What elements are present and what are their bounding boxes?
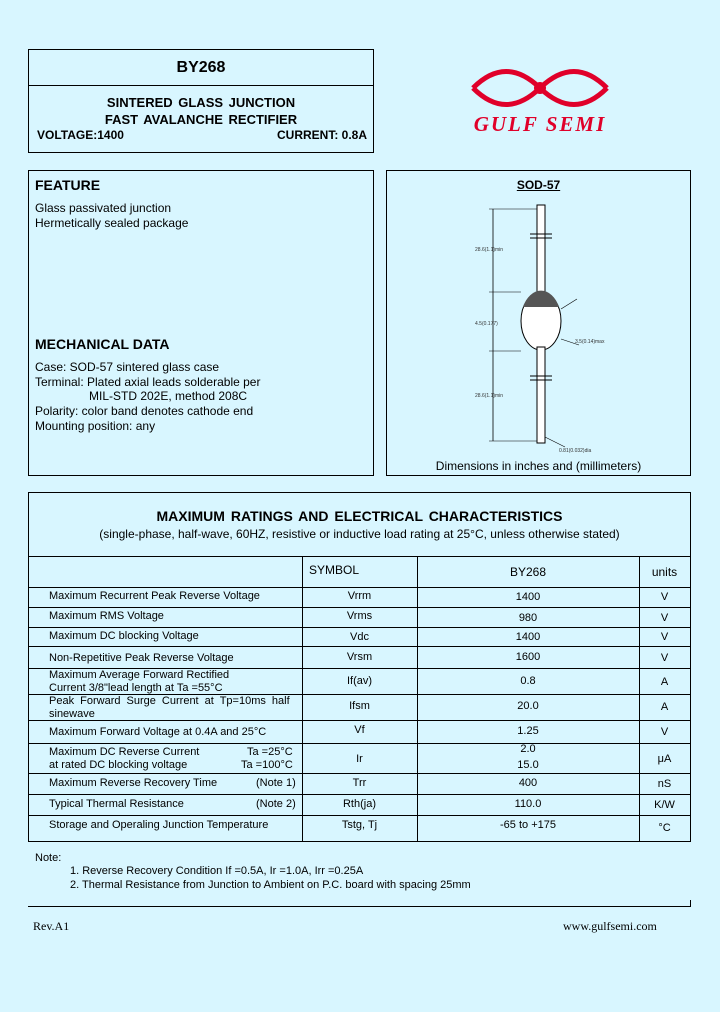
logo-text: GULF SEMI <box>473 112 607 136</box>
row-unit: K/W <box>654 799 675 811</box>
footer-rule-end <box>690 900 691 907</box>
title-line1: SINTERED GLASS JUNCTION <box>106 95 296 110</box>
table-rule-row-6 <box>29 720 690 721</box>
row-condition: Ta =25°C <box>247 746 293 758</box>
notes-label: Note: <box>35 852 62 864</box>
ratings-subtitle: (single-phase, half-wave, 60HZ, resistive or inductive load rating at 25°C, unless otherwise stated) <box>99 527 620 541</box>
footer-website[interactable]: www.gulfsemi.com <box>563 919 657 933</box>
mechanical-line-2: Terminal: Plated axial leads solderable per <box>35 375 261 389</box>
row-condition: (Note 1) <box>256 777 296 789</box>
voltage-rating: VOLTAGE:1400 <box>37 128 124 142</box>
dim-label-upper-lead: 28.6(1.1)min <box>475 247 504 253</box>
ratings-box <box>28 492 691 842</box>
table-rule-header-bottom <box>29 587 690 588</box>
package-title: SOD-57 <box>516 178 561 192</box>
title-line2: FAST AVALANCHE RECTIFIER <box>104 112 298 127</box>
mechanical-line-1: Case: SOD-57 sintered glass case <box>35 360 220 374</box>
col-header-units: units <box>651 565 678 579</box>
note-1: 1. Reverse Recovery Condition If =0.5A, Ir =1.0A, Irr =0.25A <box>70 865 364 877</box>
row-unit: μA <box>657 753 672 765</box>
row-param: Maximum Average Forward Rectified <box>49 669 230 681</box>
row-param: Maximum RMS Voltage <box>49 610 164 622</box>
header-box <box>28 49 374 153</box>
part-number: BY268 <box>176 59 226 76</box>
row-value: 2.0 <box>520 743 536 755</box>
row-param: Maximum DC Reverse Current <box>49 746 200 758</box>
row-unit: A <box>660 701 669 713</box>
col-header-part: BY268 <box>509 565 547 579</box>
row-unit: nS <box>657 778 672 790</box>
row-value: 20.0 <box>517 700 539 712</box>
row-param: Non-Repetitive Peak Reverse Voltage <box>49 652 234 664</box>
dim-label-lead-diameter: 0.81(0.032)dia <box>559 448 592 454</box>
table-rule-row-8 <box>29 773 690 774</box>
row-param: Storage and Operaling Junction Temperature <box>49 819 269 831</box>
row-symbol: Vrms <box>346 610 373 622</box>
gulf-semi-logo <box>455 60 625 140</box>
ratings-title: MAXIMUM RATINGS AND ELECTRICAL CHARACTERISTICS <box>156 508 563 524</box>
row-symbol: Rth(ja) <box>342 798 376 810</box>
sod57-drawing <box>387 171 690 461</box>
row-value: 1400 <box>515 631 541 643</box>
note-2: 2. Thermal Resistance from Junction to Ambient on P.C. board with spacing 25mm <box>70 879 471 891</box>
row-value: 980 <box>518 612 538 624</box>
row-value: 1400 <box>515 591 541 603</box>
row-symbol: Ifsm <box>349 700 370 712</box>
footer-revision: Rev.A1 <box>33 919 70 933</box>
row-symbol: Trr <box>352 777 367 789</box>
row-param: Maximum Reverse Recovery Time <box>49 777 218 789</box>
mechanical-line-4: Polarity: color band denotes cathode end <box>35 404 254 418</box>
row-condition-2: Ta =100°C <box>241 759 293 771</box>
row-symbol: Vrsm <box>346 651 373 663</box>
row-condition: (Note 2) <box>256 798 296 810</box>
package-diagram-box <box>386 170 691 476</box>
col-header-symbol: SYMBOL <box>309 563 360 577</box>
row-param: Maximum Recurrent Peak Reverse Voltage <box>49 590 260 602</box>
mechanical-line-5: Mounting position: any <box>35 419 156 433</box>
row-unit: V <box>660 652 669 664</box>
row-unit: A <box>660 676 669 688</box>
row-value: 110.0 <box>514 798 542 810</box>
row-value: 1.25 <box>517 725 539 737</box>
row-value: 400 <box>518 777 538 789</box>
row-unit: V <box>660 612 669 624</box>
mechanical-line-3: MIL-STD 202E, method 208C <box>89 389 248 403</box>
row-symbol: Vf <box>354 724 365 736</box>
row-unit: °C <box>658 822 671 834</box>
diagram-caption: Dimensions in inches and (millimeters) <box>435 459 642 473</box>
mechanical-heading: MECHANICAL DATA <box>35 336 170 352</box>
current-rating: CURRENT: 0.8A <box>276 128 367 142</box>
row-value: 0.8 <box>520 675 536 687</box>
row-symbol: Vdc <box>350 631 369 643</box>
feature-box <box>28 170 374 476</box>
table-rule-row-1 <box>29 607 690 608</box>
dim-label-lower-lead: 28.6(1.1)min <box>475 393 504 399</box>
row-param-line2: sinewave <box>49 708 95 720</box>
row-param: Maximum Forward Voltage at 0.4A and 25°C <box>49 726 267 738</box>
dim-label-body-length: 4.5(0.177) <box>475 321 498 327</box>
table-rule-row-10 <box>29 815 690 816</box>
table-rule-header-top <box>29 556 690 557</box>
row-param: Maximum DC blocking Voltage <box>49 630 199 642</box>
table-rule-row-9 <box>29 794 690 795</box>
row-param-line2: Current 3/8"lead length at Ta =55°C <box>49 682 223 694</box>
row-param-line2: at rated DC blocking voltage <box>49 759 188 771</box>
row-symbol: Tstg, Tj <box>341 819 378 831</box>
row-unit: V <box>660 591 669 603</box>
feature-item-1: Glass passivated junction <box>35 201 172 215</box>
table-rule-row-2 <box>29 627 690 628</box>
feature-item-2: Hermetically sealed package <box>35 216 189 230</box>
header-divider <box>29 85 373 86</box>
table-rule-row-3 <box>29 646 690 647</box>
row-unit: V <box>660 631 669 643</box>
row-symbol: Ir <box>356 753 363 765</box>
row-value-2: 15.0 <box>517 759 539 771</box>
footer-rule <box>28 906 691 907</box>
row-symbol: If(av) <box>346 675 373 687</box>
row-param: Peak Forward Surge Current at Tp=10ms half <box>49 695 290 707</box>
row-symbol: Vrrm <box>347 590 372 602</box>
dim-label-body-diameter: 3.5(0.14)max <box>575 339 605 345</box>
row-param: Typical Thermal Resistance <box>49 798 184 810</box>
row-value: -65 to +175 <box>500 819 556 831</box>
feature-heading: FEATURE <box>35 177 101 193</box>
row-value: 1600 <box>515 651 541 663</box>
row-unit: V <box>660 726 669 738</box>
